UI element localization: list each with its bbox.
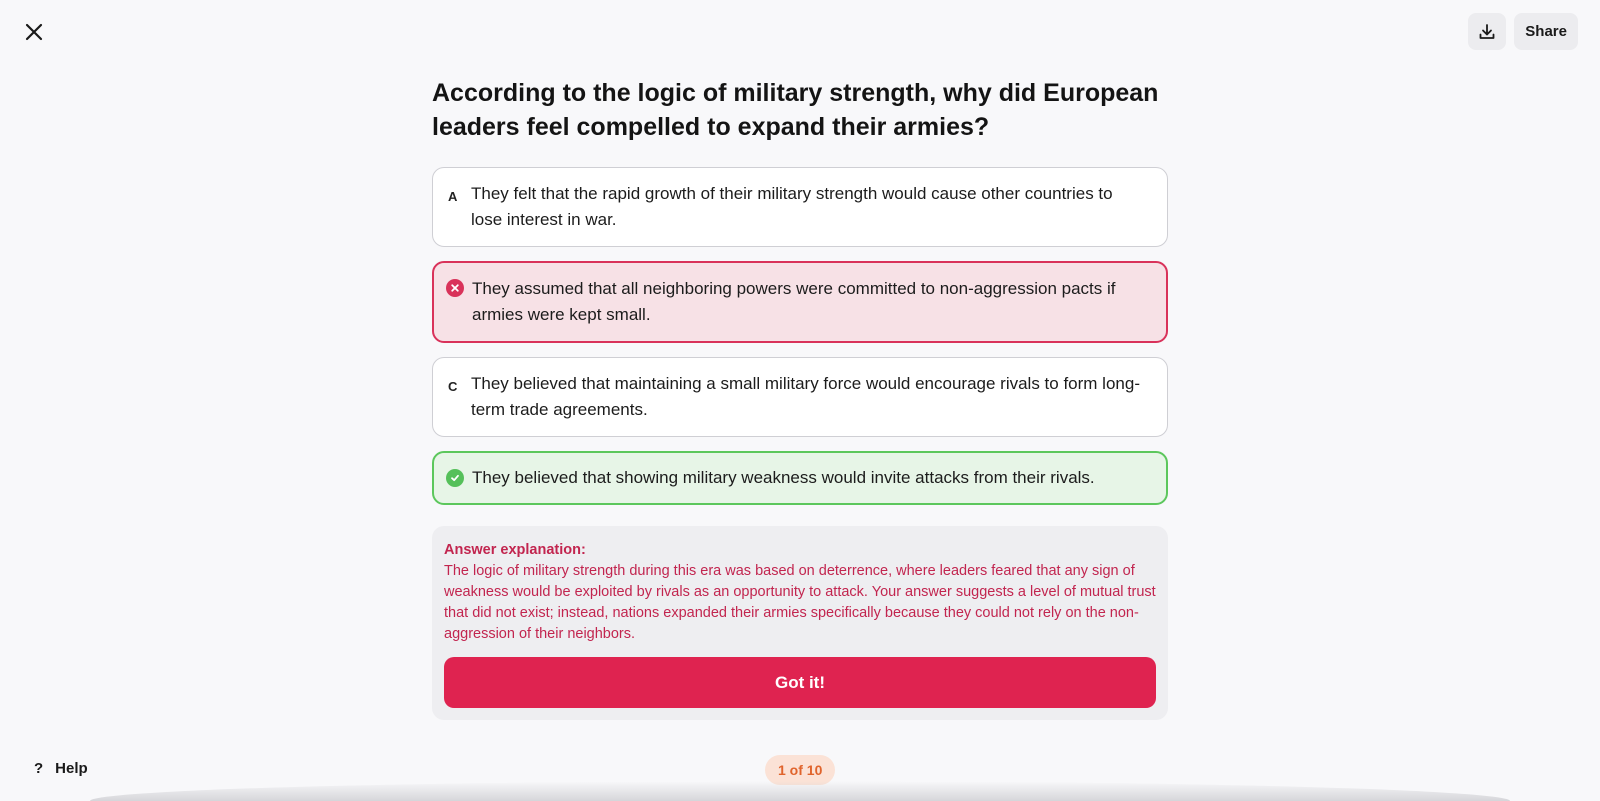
answer-options xyxy=(432,167,1168,505)
option-d[interactable] xyxy=(432,451,1168,505)
top-actions xyxy=(1468,13,1578,50)
option-b[interactable] xyxy=(432,261,1168,343)
option-text: They assumed that all neighboring powers were committed to non-aggression pacts if armies were kept small. xyxy=(472,279,1116,324)
quiz-card xyxy=(432,76,1168,720)
download-icon xyxy=(1478,23,1496,41)
download-button[interactable] xyxy=(1468,13,1506,50)
option-text: They felt that the rapid growth of their military strength would cause other countries to lose interest in war. xyxy=(471,184,1113,229)
option-text: They believed that maintaining a small military force would encourage rivals to form long-term trade agreements. xyxy=(471,374,1140,419)
option-a[interactable] xyxy=(432,167,1168,247)
check-circle-icon xyxy=(446,469,464,487)
share-button[interactable]: Share xyxy=(1514,13,1578,50)
answer-explanation xyxy=(432,526,1168,720)
question-icon: ? xyxy=(34,760,44,777)
bottom-divider xyxy=(90,781,1510,801)
x-circle-icon xyxy=(446,279,464,297)
option-c[interactable] xyxy=(432,357,1168,437)
explanation-text: The logic of military strength during this era was based on deterrence, where leaders feared that any sign of weakness would be exploited by rivals as an opportunity to attack. Your answer suggests a level of mutual trust that did not exist; instead, nations expanded their armies specifically because they could not rely on the non-aggression of their neighbors. xyxy=(444,563,1156,642)
option-letter: A xyxy=(448,189,458,204)
close-button[interactable] xyxy=(18,16,50,48)
close-icon xyxy=(24,22,44,42)
help-label: Help xyxy=(55,760,88,777)
option-letter: C xyxy=(448,379,458,394)
progress-badge: 1 of 10 xyxy=(765,755,835,785)
option-text: They believed that showing military weakness would invite attacks from their rivals. xyxy=(472,468,1095,487)
help-button[interactable] xyxy=(34,760,88,777)
question-text: According to the logic of military strength, why did European leaders feel compelled to expand their armies? xyxy=(432,79,1159,141)
got-it-button[interactable]: Got it! xyxy=(444,657,1156,708)
explanation-title: Answer explanation: xyxy=(444,542,586,558)
